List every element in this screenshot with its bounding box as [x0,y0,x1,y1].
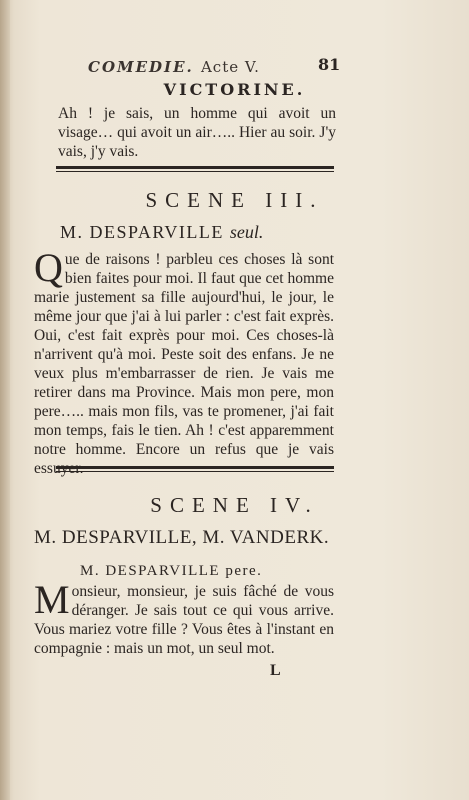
scene-divider [56,166,334,169]
scene-four-speech [34,577,334,658]
victorine-speech: Ah ! je sais, un homme qui avoit un visage… qui avoit un air….. Hier au soir. J'y vais, j'y vais. [58,105,336,160]
scene-four-characters: M. DESPARVILLE, M. VANDERK. [34,527,330,548]
scene-divider [56,466,334,469]
page-gutter [0,0,10,800]
scene-three-speech [34,245,334,478]
scene-four-heading: SCENE IV. [150,493,319,517]
signature-mark: L [270,662,281,679]
scene-three-heading: SCENE III. [145,188,324,212]
scene-four-speech-text: onsieur, monsieur, je suis fâché de vous déranger. Je sais tout ce qui vous arrive. Vous mariez votre fille ? Vous êtes à l'instant en compagnie : mais un mot, un seul mot. [34,583,334,657]
scene-three-speaker-name: M. DESPARVILLE [60,222,224,242]
speaker-victorine: VICTORINE. [163,80,306,99]
drop-cap: M [34,577,70,622]
page-number: 81 [318,55,341,74]
scene-four-speaker: M. DESPARVILLE pere. [80,563,263,579]
scene-three-speaker [60,222,360,243]
running-head [88,58,348,76]
stage-direction: seul. [229,222,264,242]
running-head-title: COMEDIE. [88,58,194,76]
scene-three-speech-text: ue de raisons ! parbleu ces choses là sont bien faites pour moi. Il faut que cet homme marie justement sa fille aujourd'hui, le jour, le même jour que j'ai à lui parler : c'est fait exprès. Oui, c'est fait exprès pour moi. Ces choses-là n'arrivent qu'à moi. Peste soit des enfans. Je ne veux plus m'embarrasser de rien. Je vais me retirer dans ma Province. Mais mon pere, mon pere….. mais mon fils, vas te promener, j'ai fait mon temps, fais le tien. Ah ! c'est apparemment notre homme. Encore un refus que je vais essuyer. [34,251,334,477]
running-head-act: Acte V. [200,58,260,76]
drop-cap: Q [34,245,63,290]
